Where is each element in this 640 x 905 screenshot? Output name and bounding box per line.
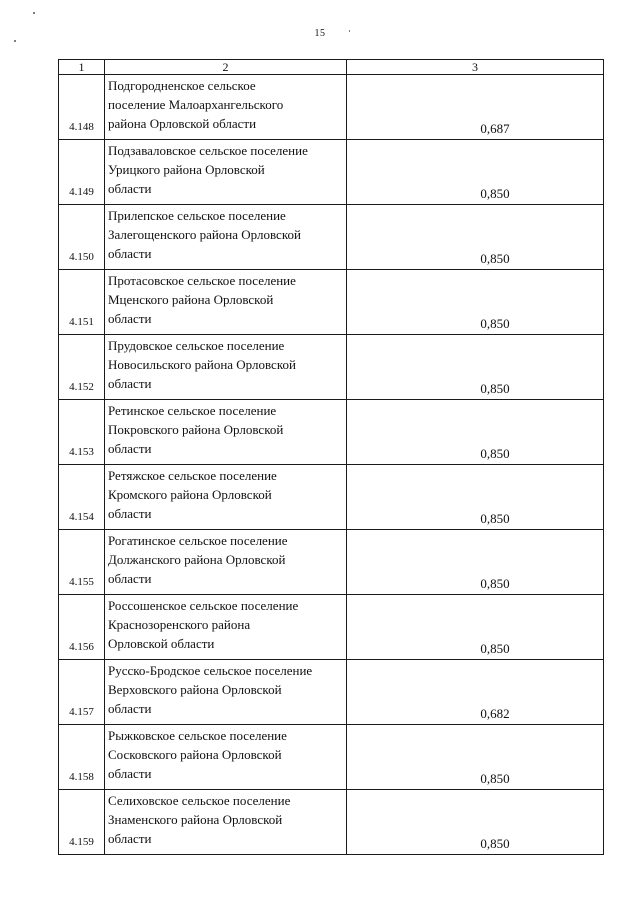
settlement-name-line: области bbox=[108, 376, 152, 391]
settlement-name-cell bbox=[105, 270, 347, 335]
settlement-name-line: области bbox=[108, 766, 152, 781]
header-cell-2: 2 bbox=[105, 60, 347, 75]
coefficient-cell bbox=[347, 595, 604, 660]
settlement-name-cell bbox=[105, 660, 347, 725]
settlement-name-line: области bbox=[108, 441, 152, 456]
settlement-name-line: Знаменского района Орловской bbox=[108, 812, 283, 827]
coefficient-value: 0,850 bbox=[480, 836, 510, 851]
settlement-name-line: поселение Малоархангельского bbox=[108, 97, 284, 112]
settlement-name-line: Краснозоренского района bbox=[108, 617, 251, 632]
coefficient-cell bbox=[347, 790, 604, 855]
scan-speck bbox=[33, 12, 35, 14]
settlement-name-line: Прудовское сельское поселение bbox=[108, 338, 285, 353]
row-number-cell: 4.149 bbox=[59, 140, 105, 205]
header-cell-1: 1 bbox=[59, 60, 105, 75]
scan-speck bbox=[349, 30, 350, 32]
coefficient-cell bbox=[347, 205, 604, 270]
settlement-name-line: Урицкого района Орловской bbox=[108, 162, 265, 177]
settlement-name-cell bbox=[105, 790, 347, 855]
settlement-name-line: области bbox=[108, 181, 152, 196]
settlement-name-line: Новосильского района Орловской bbox=[108, 357, 296, 372]
row-number-cell: 4.148 bbox=[59, 75, 105, 140]
settlement-name-cell bbox=[105, 205, 347, 270]
settlement-name-line: Подзаваловское сельское поселение bbox=[108, 143, 308, 158]
coefficient-cell bbox=[347, 530, 604, 595]
settlement-name-line: области bbox=[108, 831, 152, 846]
coefficient-value: 0,850 bbox=[480, 446, 510, 461]
table-row bbox=[59, 140, 604, 205]
row-number-cell: 4.154 bbox=[59, 465, 105, 530]
settlement-name-line: Рогатинское сельское поселение bbox=[108, 533, 288, 548]
settlement-name-line: Покровского района Орловской bbox=[108, 422, 284, 437]
table-row bbox=[59, 465, 604, 530]
row-number-cell: 4.150 bbox=[59, 205, 105, 270]
page-number: 15 bbox=[314, 28, 326, 39]
coefficient-cell bbox=[347, 725, 604, 790]
table-row bbox=[59, 75, 604, 140]
table-header-row bbox=[59, 60, 604, 75]
settlement-name-cell bbox=[105, 465, 347, 530]
settlement-name-line: Рыжковское сельское поселение bbox=[108, 728, 287, 743]
settlement-name-cell bbox=[105, 75, 347, 140]
row-number-cell: 4.157 bbox=[59, 660, 105, 725]
table-row bbox=[59, 530, 604, 595]
settlement-name-line: Прилепское сельское поселение bbox=[108, 208, 286, 223]
settlement-name-line: Верховского района Орловской bbox=[108, 682, 282, 697]
coefficient-value: 0,687 bbox=[480, 121, 510, 136]
settlement-name-line: области bbox=[108, 311, 152, 326]
table-row bbox=[59, 205, 604, 270]
settlement-name-line: Ретяжское сельское поселение bbox=[108, 468, 277, 483]
settlement-name-cell bbox=[105, 595, 347, 660]
settlement-name-line: Подгородненское сельское bbox=[108, 78, 256, 93]
scan-speck bbox=[14, 40, 16, 42]
settlement-name-line: Мценского района Орловской bbox=[108, 292, 274, 307]
settlement-name-line: района Орловской области bbox=[108, 116, 257, 131]
settlement-name-line: Селиховское сельское поселение bbox=[108, 793, 291, 808]
table-row bbox=[59, 790, 604, 855]
row-number-cell: 4.158 bbox=[59, 725, 105, 790]
coefficient-value: 0,850 bbox=[480, 251, 510, 266]
table-row bbox=[59, 725, 604, 790]
settlement-name-line: Русско-Бродское сельское поселение bbox=[108, 663, 313, 678]
settlement-name-cell bbox=[105, 400, 347, 465]
settlement-name-line: области bbox=[108, 701, 152, 716]
coefficient-cell bbox=[347, 465, 604, 530]
row-number-cell: 4.152 bbox=[59, 335, 105, 400]
coefficient-value: 0,682 bbox=[480, 706, 510, 721]
table-row bbox=[59, 270, 604, 335]
settlement-name-cell bbox=[105, 140, 347, 205]
coefficient-value: 0,850 bbox=[480, 186, 510, 201]
settlement-name-line: Должанского района Орловской bbox=[108, 552, 286, 567]
table-row bbox=[59, 595, 604, 660]
coefficient-cell bbox=[347, 75, 604, 140]
settlement-name-line: области bbox=[108, 246, 152, 261]
table-row bbox=[59, 660, 604, 725]
settlement-name-line: Ретинское сельское поселение bbox=[108, 403, 277, 418]
coefficient-value: 0,850 bbox=[480, 316, 510, 331]
settlement-name-line: области bbox=[108, 571, 152, 586]
settlement-name-line: Орловской области bbox=[108, 636, 215, 651]
settlement-name-line: Протасовское сельское поселение bbox=[108, 273, 296, 288]
settlement-name-line: Сосковского района Орловской bbox=[108, 747, 282, 762]
coefficient-cell bbox=[347, 400, 604, 465]
coefficient-value: 0,850 bbox=[480, 381, 510, 396]
coefficient-value: 0,850 bbox=[480, 641, 510, 656]
settlement-name-cell bbox=[105, 530, 347, 595]
row-number-cell: 4.159 bbox=[59, 790, 105, 855]
settlement-name-line: Кромского района Орловской bbox=[108, 487, 272, 502]
table-row bbox=[59, 400, 604, 465]
row-number-cell: 4.156 bbox=[59, 595, 105, 660]
coefficient-cell bbox=[347, 660, 604, 725]
settlements-table bbox=[58, 59, 604, 855]
coefficient-cell bbox=[347, 270, 604, 335]
settlement-name-cell bbox=[105, 725, 347, 790]
coefficient-value: 0,850 bbox=[480, 576, 510, 591]
row-number-cell: 4.153 bbox=[59, 400, 105, 465]
settlement-name-cell bbox=[105, 335, 347, 400]
coefficient-value: 0,850 bbox=[480, 771, 510, 786]
settlement-name-line: Залегощенского района Орловской bbox=[108, 227, 301, 242]
coefficient-value: 0,850 bbox=[480, 511, 510, 526]
header-cell-3: 3 bbox=[347, 60, 604, 75]
row-number-cell: 4.155 bbox=[59, 530, 105, 595]
row-number-cell: 4.151 bbox=[59, 270, 105, 335]
settlement-name-line: области bbox=[108, 506, 152, 521]
settlement-name-line: Россошенское сельское поселение bbox=[108, 598, 299, 613]
coefficient-cell bbox=[347, 140, 604, 205]
coefficient-cell bbox=[347, 335, 604, 400]
table-row bbox=[59, 335, 604, 400]
